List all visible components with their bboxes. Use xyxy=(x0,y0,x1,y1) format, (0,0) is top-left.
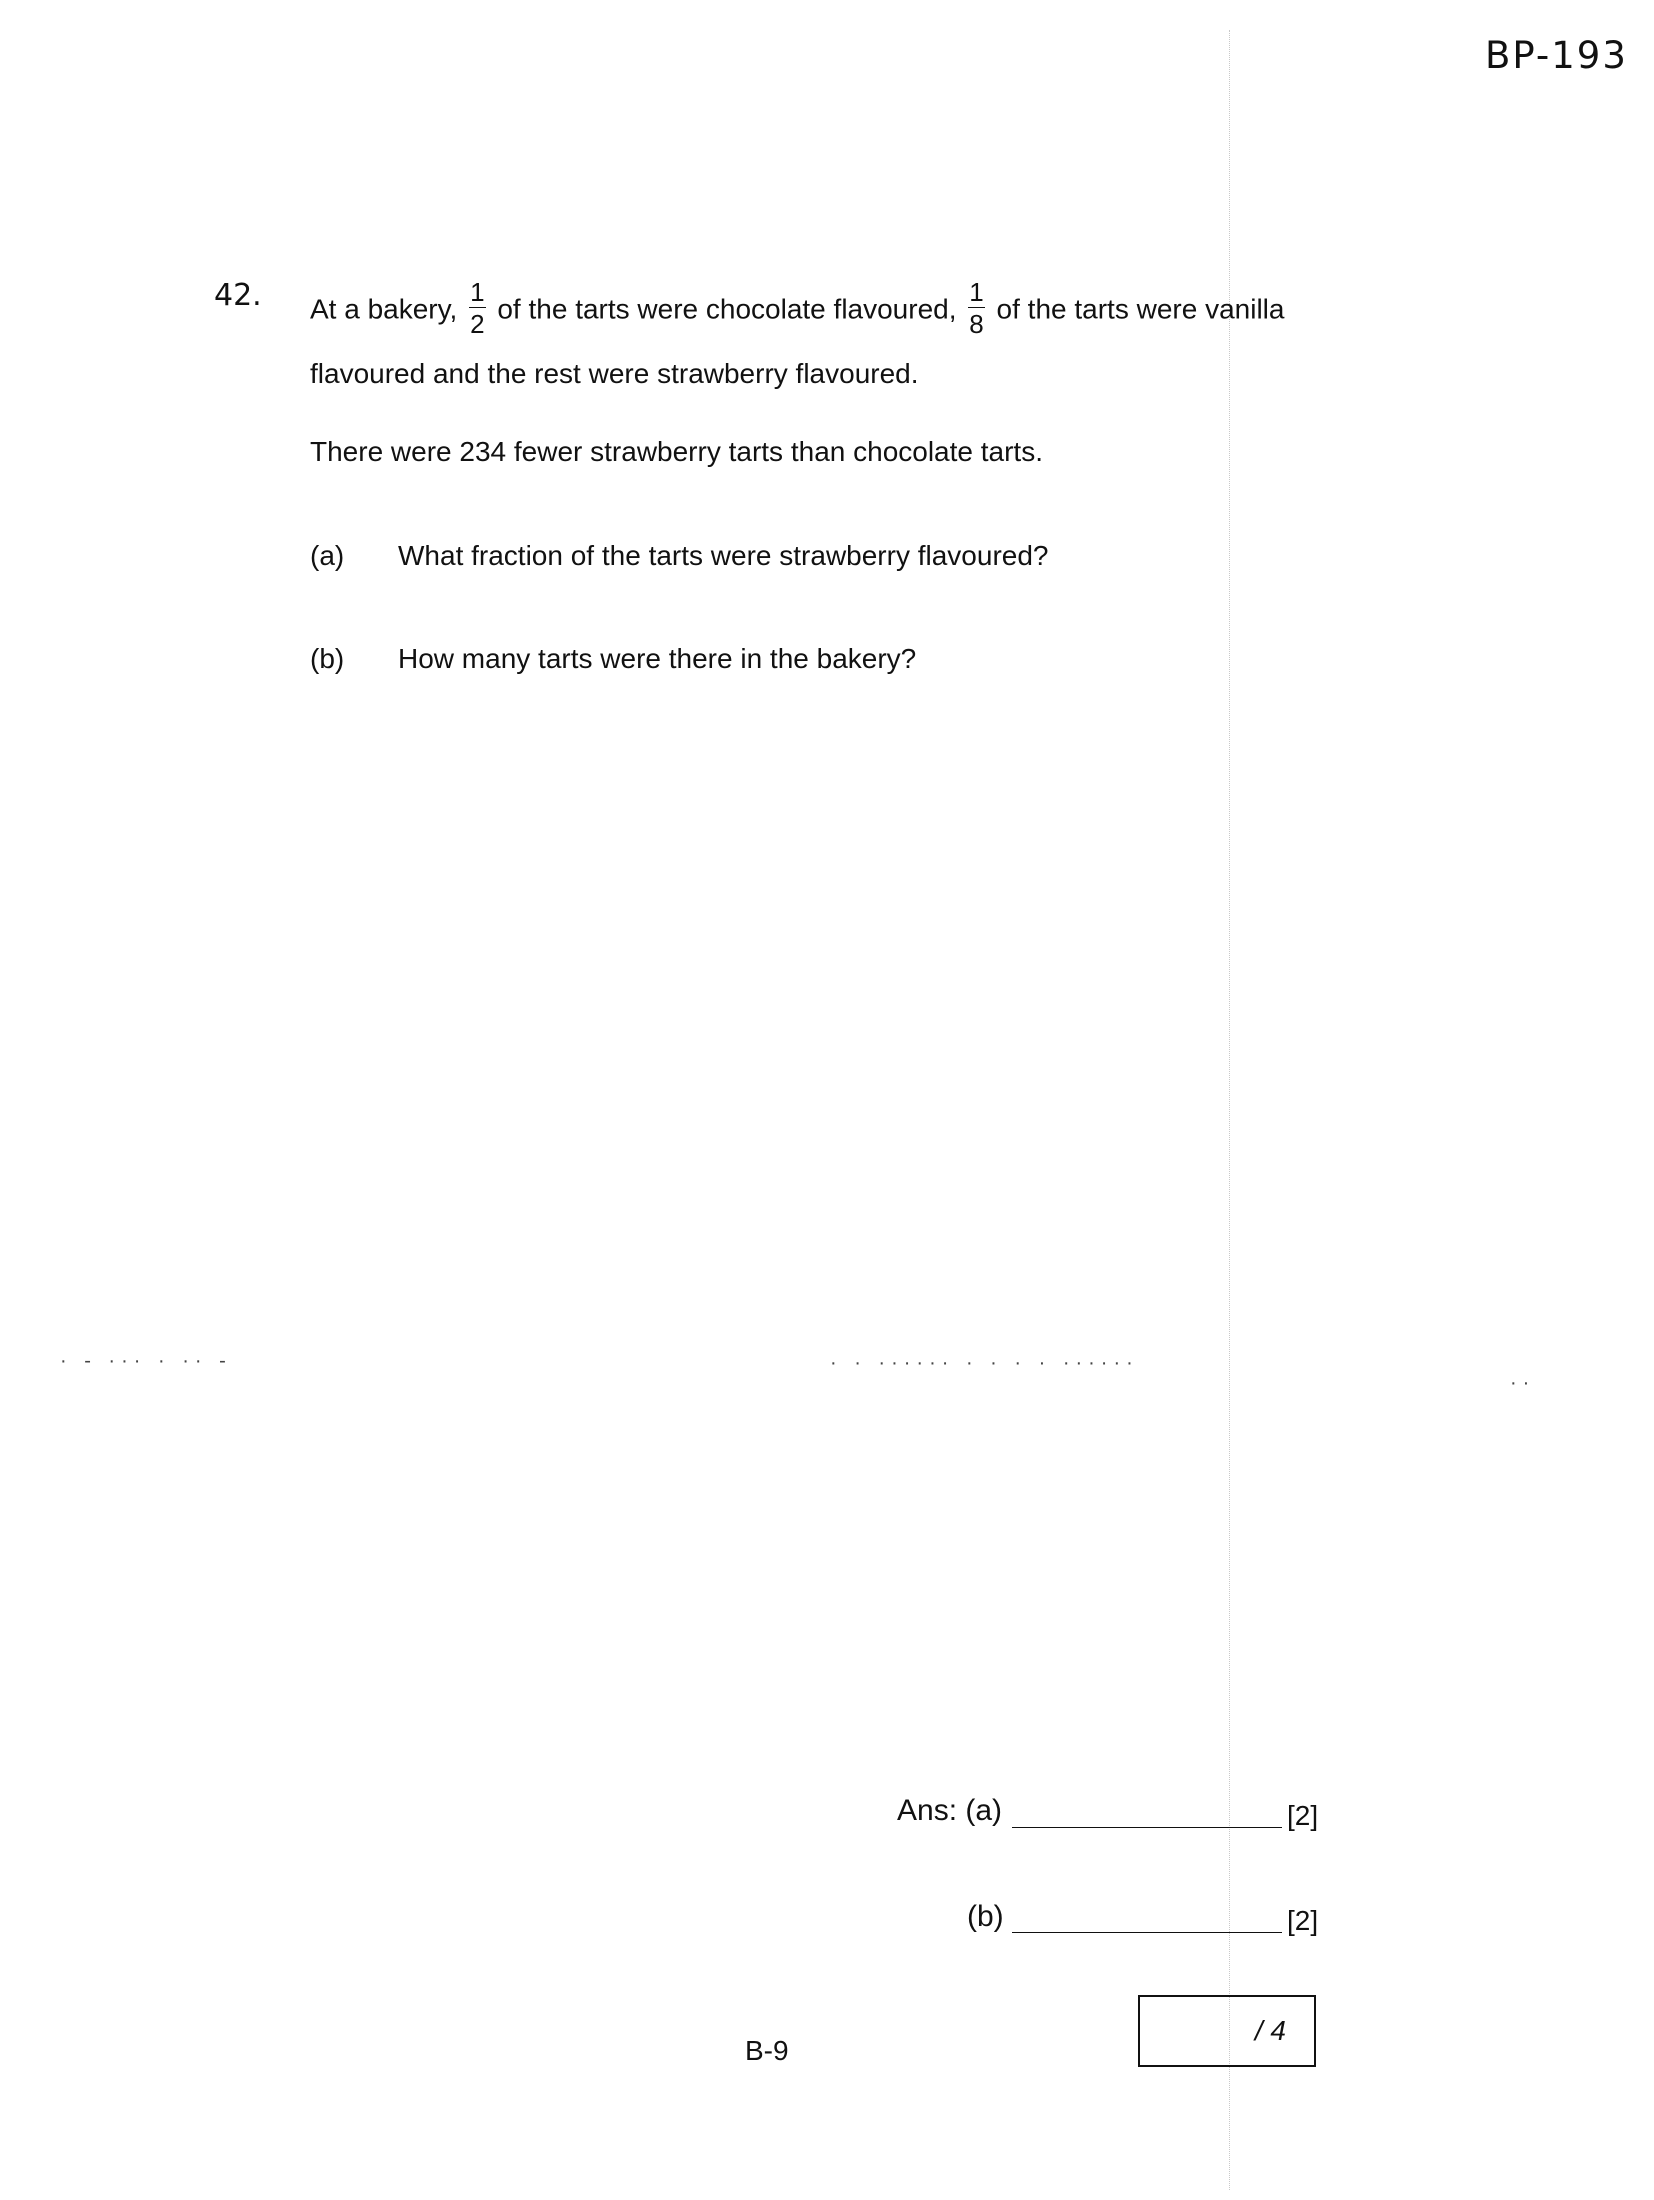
fraction-numerator: 1 xyxy=(969,277,984,307)
fraction-one-eighth xyxy=(968,279,984,337)
answer-a-field[interactable] xyxy=(1012,1827,1282,1828)
scan-noise: · · ······ · · · · ······ xyxy=(830,1352,1139,1374)
scan-noise: · ‐ ··· · ·· ‐ xyxy=(60,1350,232,1372)
question-text: of the tarts were vanilla xyxy=(996,293,1285,325)
answer-b-label: (b) xyxy=(967,1900,1004,1933)
part-a-text: What fraction of the tarts were strawberry flavoured? xyxy=(398,540,1049,571)
fraction-one-half xyxy=(469,279,485,337)
question-number: 42. xyxy=(214,278,262,313)
answer-b-marks: [2] xyxy=(1287,1905,1319,1936)
margin-line xyxy=(1229,30,1230,2190)
scan-noise: ·· xyxy=(1510,1372,1536,1394)
answer-a-label: Ans: (a) xyxy=(897,1794,1003,1827)
question-text: of the tarts were chocolate flavoured, xyxy=(497,293,957,325)
part-b-text: How many tarts were there in the bakery? xyxy=(398,643,917,674)
fraction-denominator: 2 xyxy=(470,309,485,339)
part-b-label: (b) xyxy=(310,643,345,674)
answer-b-field[interactable] xyxy=(1012,1932,1282,1933)
page-code: BP-193 xyxy=(1485,34,1628,77)
fraction-numerator: 1 xyxy=(470,277,485,307)
question-text: At a bakery, xyxy=(310,293,458,325)
score-box xyxy=(1138,1995,1316,2067)
answer-a-marks: [2] xyxy=(1287,1800,1319,1831)
score-total: / 4 xyxy=(1254,2015,1286,2046)
fraction-denominator: 8 xyxy=(969,309,984,339)
part-a-label: (a) xyxy=(310,540,345,571)
page-number: B-9 xyxy=(745,2035,789,2066)
question-line-1 xyxy=(310,277,1285,340)
question-line-3: There were 234 fewer strawberry tarts than chocolate tarts. xyxy=(310,436,1043,467)
question-line-2: flavoured and the rest were strawberry flavoured. xyxy=(310,358,919,389)
